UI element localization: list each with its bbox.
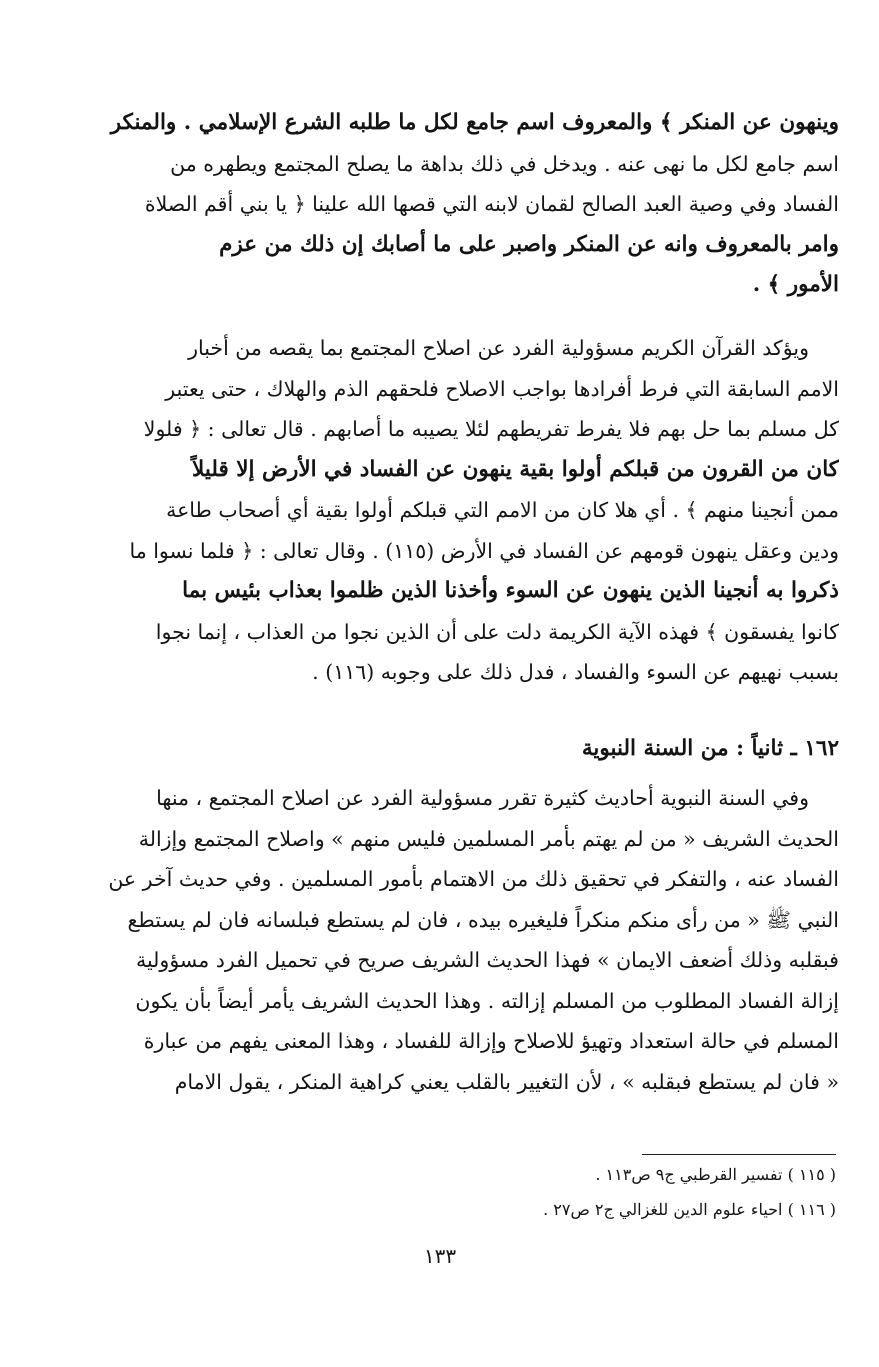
paragraph-1-line-2: اسم جامع لكل ما نهى عنه . ويدخل في ذلك بداهة ما يصلح المجتمع ويطهره من bbox=[170, 151, 839, 176]
page-number: ١٣٣ bbox=[423, 1244, 457, 1268]
paragraph-3-line-8: « فان لم يستطع فبقلبه » ، لأن التغيير بالقلب يعني كراهية المنكر ، يقول الامام bbox=[174, 1069, 839, 1094]
paragraph-2-line-8: كانوا يفسقون ﴾ فهذه الآية الكريمة دلت على أن الذين نجوا من العذاب ، إنما نجوا bbox=[155, 619, 839, 644]
paragraph-2-line-6: ودين وعقل ينهون قومهم عن الفساد في الأرض (١١٥) . وقال تعالى : ﴿ فلما نسوا ما bbox=[129, 538, 839, 563]
paragraph-2-line-1: ويؤكد القرآن الكريم مسؤولية الفرد عن اصلاح المجتمع بما يقصه من أخبار bbox=[188, 336, 809, 360]
paragraph-3-line-5: فبقلبه وذلك أضعف الايمان » فهذا الحديث الشريف صريح في تحميل الفرد مسؤولية bbox=[136, 948, 839, 972]
paragraph-3-line-6: إزالة الفساد المطلوب من المسلم إزالته . وهذا الحديث الشريف يأمر أيضاً بأن يكون bbox=[135, 988, 839, 1013]
paragraph-1-line-3: الفساد وفي وصية العبد الصالح لقمان لابنه التي قصها الله علينا ﴿ يا بني أقم الصلاة bbox=[144, 192, 839, 216]
paragraph-3-line-7: المسلم في حالة استعداد وتهيؤ للاصلاح وإزالة للفساد ، وهذا المعنى يفهم من عبارة bbox=[143, 1029, 839, 1053]
paragraph-3-line-4: النبي ﷺ « من رأى منكم منكراً فليغيره بيده ، فان لم يستطع فبلسانه فان لم يستطع bbox=[127, 907, 839, 932]
paragraph-2 bbox=[106, 328, 839, 693]
paragraph-3-line-3: الفساد عنه ، والتفكر في تحقيق ذلك من الاهتمام بأمور المسلمين . وفي حديث آخر عن bbox=[108, 867, 839, 891]
paragraph-2-line-3: كل مسلم بما حل بهم فلا يفرط تفريطهم لئلا يصيبه ما أصابهم . قال تعالى : ﴿ فلولا bbox=[143, 417, 839, 441]
paragraph-2-line-5: ممن أنجينا منهم ﴾ . أي هلا كان من الامم التي قبلكم أولوا بقية أي أصحاب طاعة bbox=[166, 498, 839, 522]
paragraph-2-line-4: كان من القرون من قبلكم أولوا بقية ينهون عن الفساد في الأرض إلا قليلاً bbox=[192, 456, 839, 482]
footnote-115: ( ١١٥ ) تفسير القرطبي ج٩ ص١١٣ . bbox=[595, 1165, 836, 1184]
section-heading-block bbox=[106, 729, 839, 769]
section-heading: ١٦٢ ـ ثانياً : من السنة النبوية bbox=[581, 736, 839, 761]
paragraph-2-line-9: بسبب نهيهم عن السوء والفساد ، فدل ذلك على وجوبه (١١٦) . bbox=[312, 660, 839, 684]
paragraph-2-line-7: ذكروا به أنجينا الذين ينهون عن السوء وأخذنا الذين ظلموا بعذاب بئيس بما bbox=[182, 578, 839, 603]
paragraph-3 bbox=[106, 778, 839, 1102]
paragraph-1-line-1: وينهون عن المنكر ﴾ والمعروف اسم جامع لكل ما طلبه الشرع الإسلامي . والمنكر bbox=[110, 110, 839, 135]
paragraph-1 bbox=[106, 103, 839, 306]
paragraph-1-line-5: الأمور ﴾ . bbox=[752, 272, 839, 297]
footnote-116: ( ١١٦ ) احياء علوم الدين للغزالي ج٢ ص٢٧ . bbox=[543, 1200, 836, 1219]
footnotes bbox=[400, 1157, 836, 1227]
paragraph-2-line-2: الامم السابقة التي فرط أفرادها بواجب الاصلاح فلحقهم الذم والهلاك ، حتى يعتبر bbox=[165, 376, 839, 401]
paragraph-3-line-1: وفي السنة النبوية أحاديث كثيرة تقرر مسؤولية الفرد عن اصلاح المجتمع ، منها bbox=[156, 786, 809, 810]
paragraph-3-line-2: الحديث الشريف « من لم يهتم بأمر المسلمين فليس منهم » واصلاح المجتمع وإزالة bbox=[138, 826, 839, 851]
paragraph-1-line-4: وامر بالمعروف وانه عن المنكر واصبر على ما أصابك إن ذلك من عزم bbox=[219, 231, 839, 257]
footnote-divider bbox=[642, 1154, 836, 1155]
